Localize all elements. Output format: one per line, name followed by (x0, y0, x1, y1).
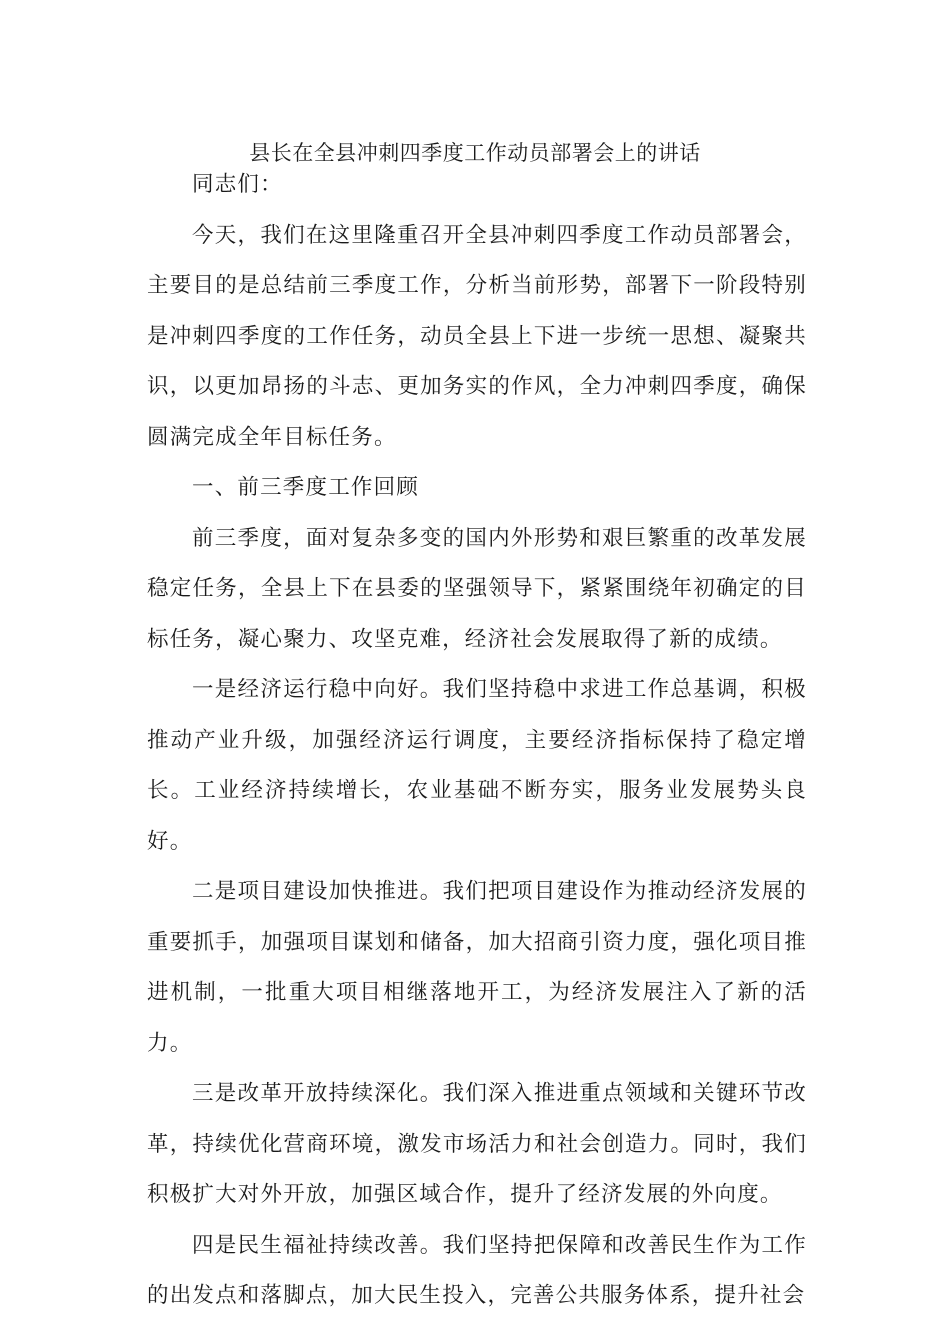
document-title: 县长在全县冲刺四季度工作动员部署会上的讲话 (249, 141, 701, 165)
section-heading-review: 一、前三季度工作回顾 (192, 475, 420, 500)
salutation: 同志们： (192, 172, 283, 197)
paragraph-projects: 二是项目建设加快推进。我们把项目建设作为推动经济发展的重要抓手，加强项目谋划和储备，加大招商引资力度，强化项目推进机制，一批重大项目相继落地开工，为经济发展注入了新的活力。 (147, 879, 807, 1056)
paragraph-economy: 一是经济运行稳中向好。我们坚持稳中求进工作总基调，积极推动产业升级，加强经济运行调度，主要经济指标保持了稳定增长。工业经济持续增长，农业基础不断夯实，服务业发展势头良好。 (147, 677, 807, 854)
document-body (147, 160, 807, 1322)
paragraph-reform: 三是改革开放持续深化。我们深入推进重点领域和关键环节改革，持续优化营商环境，激发市场活力和社会创造力。同时，我们积极扩大对外开放，加强区域合作，提升了经济发展的外向度。 (147, 1081, 807, 1207)
paragraph-livelihood: 四是民生福祉持续改善。我们坚持把保障和改善民生作为工作的出发点和落脚点，加大民生投入，完善公共服务体系，提升社会 (147, 1232, 807, 1308)
paragraph-intro: 今天，我们在这里隆重召开全县冲刺四季度工作动员部署会，主要目的是总结前三季度工作，分析当前形势，部署下一阶段特别是冲刺四季度的工作任务，动员全县上下进一步统一思想、凝聚共识，以更加昂扬的斗志、更加务实的作风，全力冲刺四季度，确保圆满完成全年目标任务。 (147, 222, 807, 450)
paragraph-review-summary: 前三季度，面对复杂多变的国内外形势和艰巨繁重的改革发展稳定任务，全县上下在县委的坚强领导下，紧紧围绕年初确定的目标任务，凝心聚力、攻坚克难，经济社会发展取得了新的成绩。 (147, 525, 807, 652)
